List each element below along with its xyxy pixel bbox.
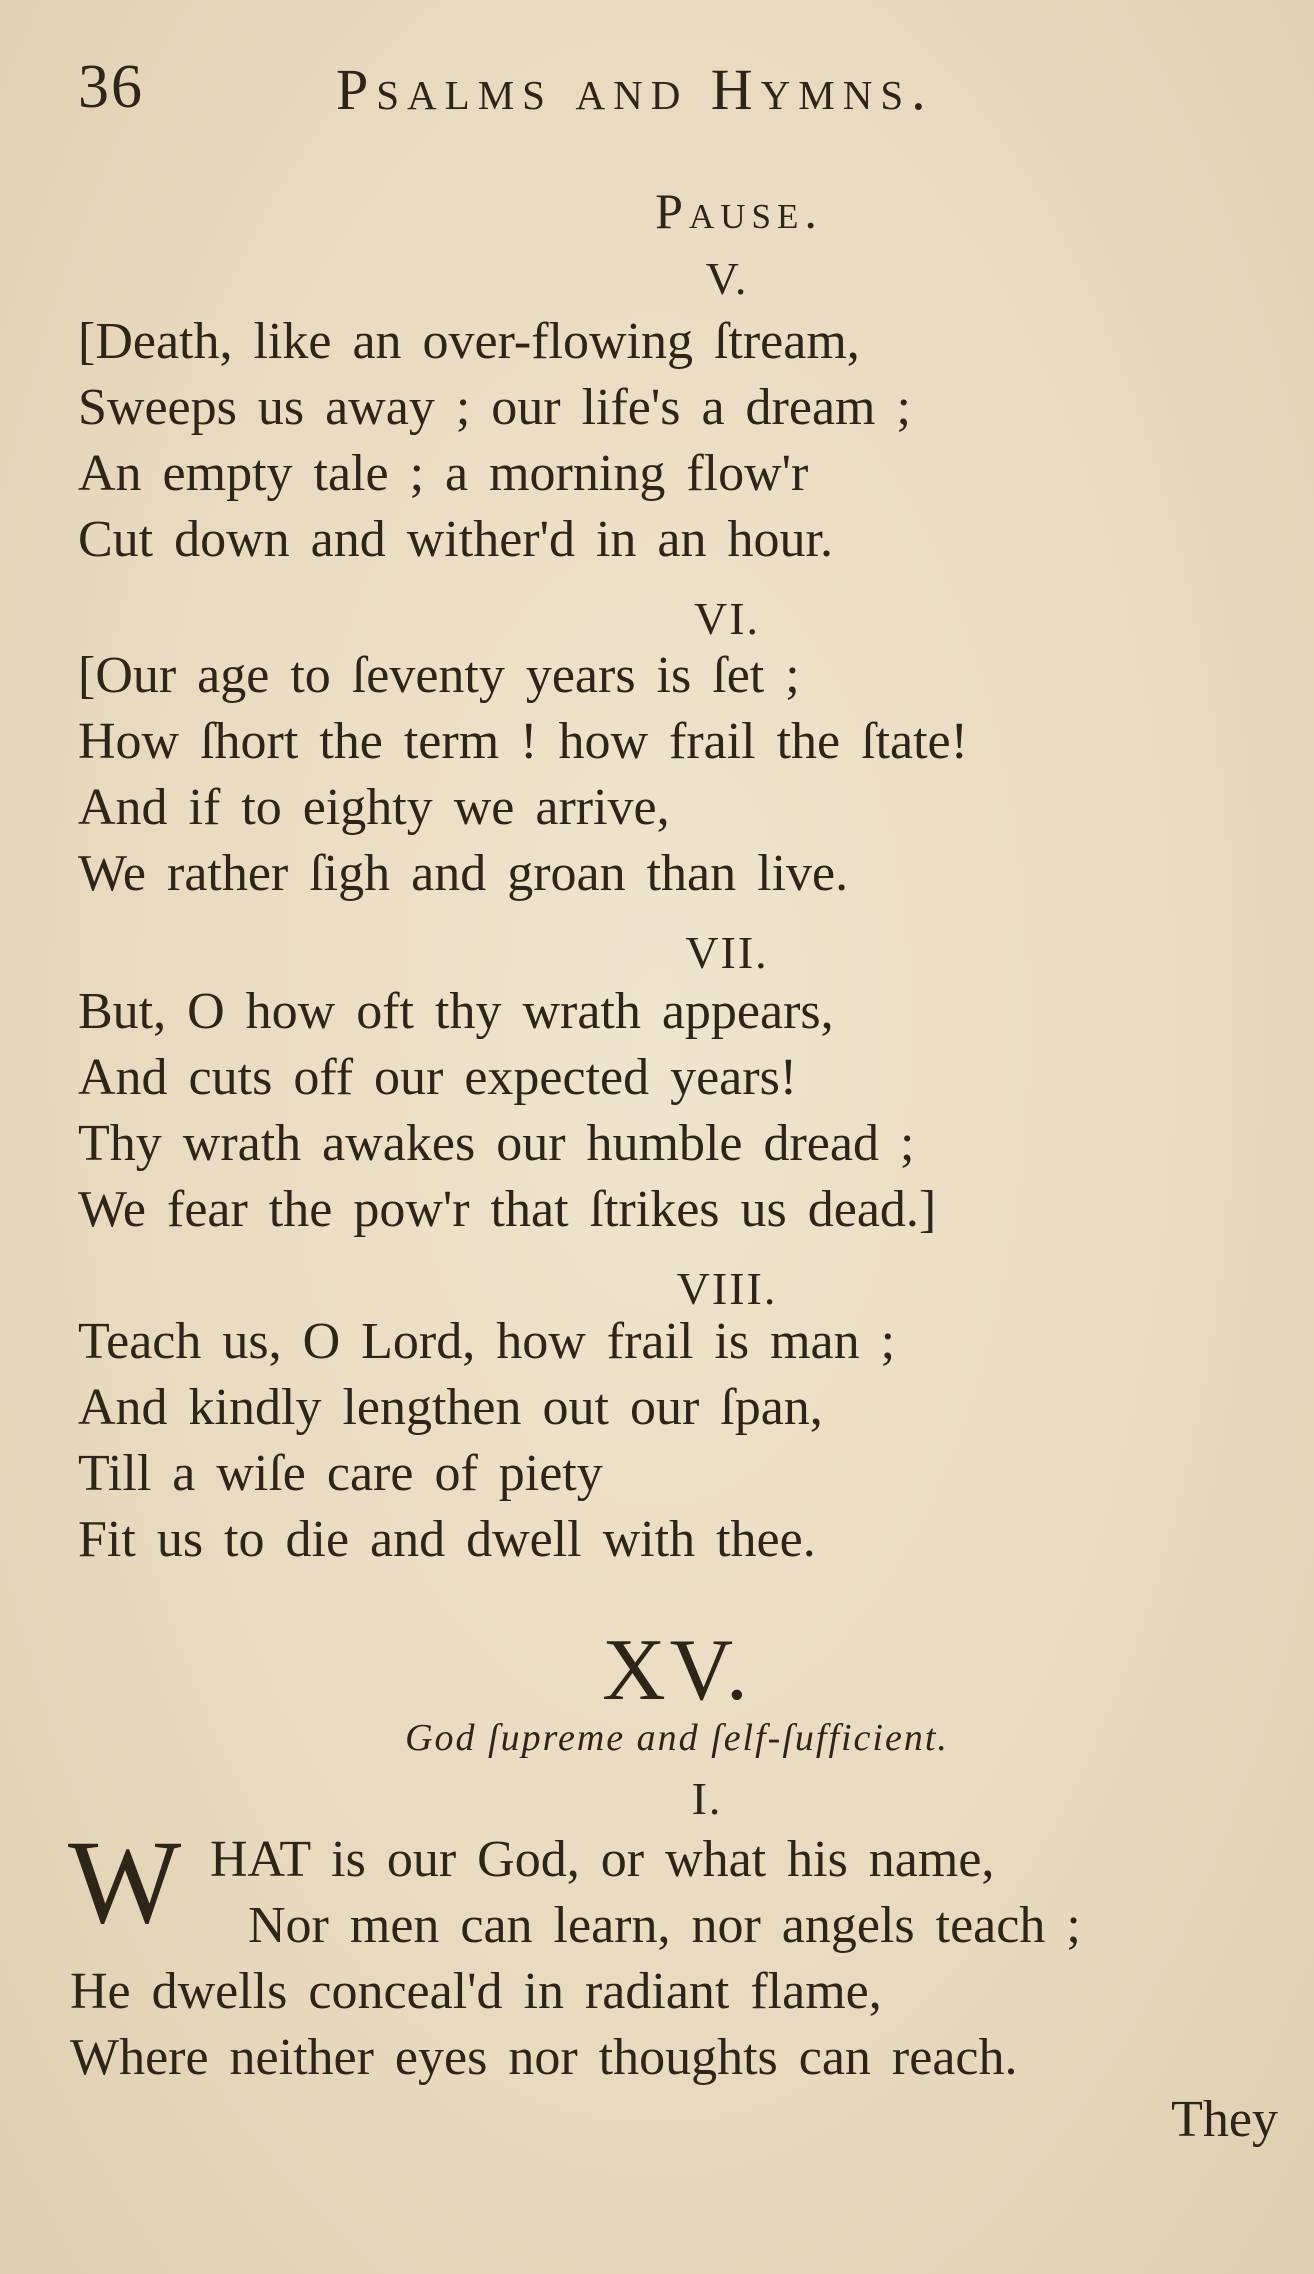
verse-line: Nor men can learn, nor angels teach ; — [248, 1897, 1081, 1954]
drop-cap: W — [68, 1815, 182, 1948]
stanza-number: I. — [691, 1773, 723, 1824]
verse-line: Teach us, O Lord, how frail is man ; — [78, 1313, 896, 1370]
verse-line: We fear the pow'r that ſtrikes us dead.] — [78, 1181, 937, 1238]
verse-line: And if to eighty we arrive, — [78, 779, 670, 836]
verse-line: HAT is our God, or what his name, — [210, 1831, 995, 1888]
verse-line: [Our age to ſeventy years is ſet ; — [78, 647, 800, 704]
verse-line: Thy wrath awakes our humble dread ; — [78, 1115, 915, 1172]
verse-line: Cut down and wither'd in an hour. — [78, 511, 833, 568]
verse-line: But, O how oft thy wrath appears, — [78, 983, 834, 1040]
verse-line: [Death, like an over-flowing ſtream, — [78, 313, 860, 370]
page-header — [78, 52, 1058, 132]
verse-line: Where neither eyes nor thoughts can reach. — [70, 2029, 1018, 2086]
stanza-number: V. — [705, 253, 749, 304]
pause-label: Pause. — [655, 183, 823, 239]
stanza-number: VIII. — [676, 1263, 778, 1314]
verse-line: He dwells conceal'd in radiant flame, — [70, 1963, 882, 2020]
hymn-number: XV. — [602, 1622, 752, 1719]
verse-line: And kindly lengthen out our ſpan, — [78, 1379, 823, 1436]
verse-line: Fit us to die and dwell with thee. — [78, 1511, 816, 1568]
stanza-number: VI. — [693, 593, 761, 644]
verse-line: An empty tale ; a morning flow'r — [78, 445, 809, 502]
running-title: Psalms and Hymns. — [336, 57, 934, 122]
verse-line: We rather ſigh and groan than live. — [78, 845, 849, 902]
verse-line: Sweeps us away ; our life's a dream ; — [78, 379, 911, 436]
stanza-number: VII. — [685, 927, 769, 978]
catchword: They — [1171, 2091, 1278, 2148]
verse-line: How ſhort the term ! how frail the ſtate! — [78, 713, 968, 770]
verse-line: Till a wiſe care of piety — [78, 1445, 603, 1502]
hymn-subtitle: God ſupreme and ſelf-ſufficient. — [405, 1717, 949, 1759]
verse-line: And cuts off our expected years! — [78, 1049, 798, 1106]
page-number: 36 — [78, 53, 144, 121]
